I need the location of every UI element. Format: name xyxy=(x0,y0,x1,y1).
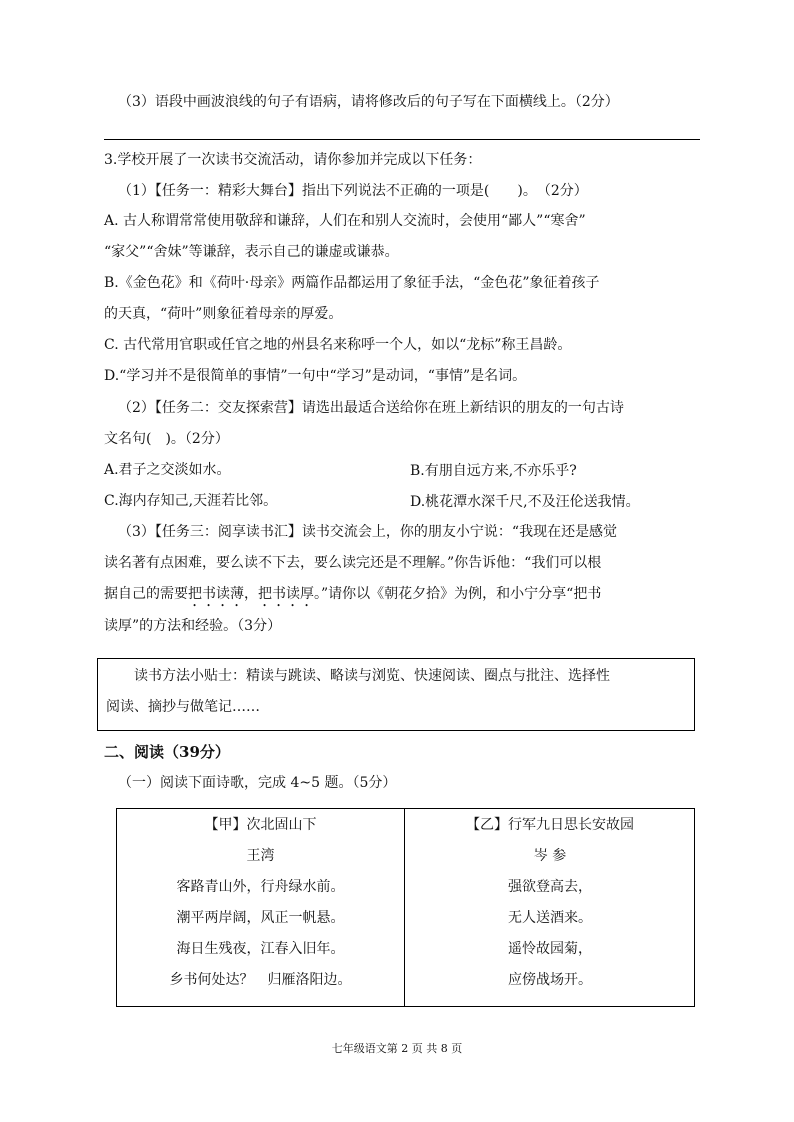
poem-right-line: 强欲登高去， xyxy=(508,879,592,895)
poem-right-title: 【乙】行军九日思长安故园 xyxy=(466,817,634,833)
task2-stem-line2: 文名句( )。（2分） xyxy=(104,431,229,447)
emphasis-thick-reading: 把书读厚 xyxy=(258,586,314,602)
task2-option-d: D.桃花潭水深千尺,不及汪伦送我情。 xyxy=(410,494,640,510)
reading-tips-box xyxy=(97,658,695,731)
task2-stem-line1: （2）【任务二：交友探索营】请选出最适合送给你在班上新结识的朋友的一句古诗 xyxy=(118,400,624,416)
task3-line3-a: 据自己的需要 xyxy=(104,586,188,602)
task1-option-c: C. 古代常用官职或任官之地的州县名来称呼一个人，如以“龙标”称王昌龄。 xyxy=(104,337,572,353)
tips-line2: 阅读、摘抄与做笔记…… xyxy=(106,699,260,715)
emphasis-thin-reading: 把书读薄 xyxy=(188,586,244,602)
task2-option-b: B.有朋自远方来,不亦乐乎? xyxy=(410,463,577,479)
task3-line3-c: ， xyxy=(244,586,258,602)
answer-line[interactable] xyxy=(104,139,700,140)
poem-left-line: 潮平两岸阔，风正一帆悬。 xyxy=(176,910,345,926)
task3-line3 xyxy=(104,584,700,610)
poem-left-author: 王湾 xyxy=(246,848,275,864)
section-2-title: 二、阅读（39分） xyxy=(104,743,230,761)
task1-option-b-line2: 的天真，“荷叶”则象征着母亲的厚爱。 xyxy=(104,306,343,322)
poem-left-title: 【甲】次北固山下 xyxy=(204,817,317,833)
task1-option-d: D.“学习并不是很简单的事情”一句中“学习”是动词，“事情”是名词。 xyxy=(104,368,527,384)
poem-right-author: 岑 参 xyxy=(533,848,567,864)
poem-table xyxy=(116,808,695,1007)
tips-line1: 读书方法小贴士：精读与跳读、略读与浏览、快速阅读、圈点与批注、选择性 xyxy=(106,668,610,684)
task2-option-a: A.君子之交淡如水。 xyxy=(104,462,231,478)
page-footer: 七年级语文第 2 页 共 8 页 xyxy=(331,1042,463,1055)
task1-stem: （1）【任务一：精彩大舞台】指出下列说法不正确的一项是( )。 （2分） xyxy=(118,183,588,199)
task3-line3-e: 。”请你以《朝花夕拾》为例，和小宁分享“把书 xyxy=(314,586,602,602)
poem-left-line: 乡书何处达？ 归雁洛阳边。 xyxy=(169,972,352,988)
section-2-part1: （一）阅读下面诗歌，完成 4~5 题。（5分） xyxy=(118,775,397,791)
poem-left-line: 客路青山外，行舟绿水前。 xyxy=(176,879,345,895)
poem-right-line: 遥怜故园菊， xyxy=(508,941,592,957)
task3-line2: 读名著有点困难，要么读不下去，要么读完还是不理解。”你告诉他：“我们可以根 xyxy=(104,555,602,571)
question-2-3: （3）语段中画波浪线的句子有语病，请将修改后的句子写在下面横线上。（2分） xyxy=(118,94,619,110)
poem-right-line: 无人送酒来。 xyxy=(508,910,592,926)
poem-left-line: 海日生残夜，江春入旧年。 xyxy=(176,941,345,957)
task3-line1: （3）【任务三：阅享读书汇】读书交流会上，你的朋友小宁说：“我现在还是感觉 xyxy=(118,524,618,540)
task2-option-c: C.海内存知己,天涯若比邻。 xyxy=(104,493,278,509)
task3-line4: 读厚”的方法和经验。（3分） xyxy=(104,618,282,634)
task1-option-a-line1: A. 古人称谓常常使用敬辞和谦辞，人们在和别人交流时，会使用“鄙人”“寒舍” xyxy=(104,213,586,229)
poem-right-line: 应傍战场开。 xyxy=(508,972,592,988)
task1-option-b-line1: B.《金色花》和《荷叶·母亲》两篇作品都运用了象征手法，“金色花”象征着孩子 xyxy=(104,275,600,291)
task1-option-a-line2: “家父”“舍妹”等谦辞，表示自己的谦虚或谦恭。 xyxy=(104,244,399,260)
question-3-intro: 3.学校开展了一次读书交流活动，请你参加并完成以下任务： xyxy=(104,152,482,168)
